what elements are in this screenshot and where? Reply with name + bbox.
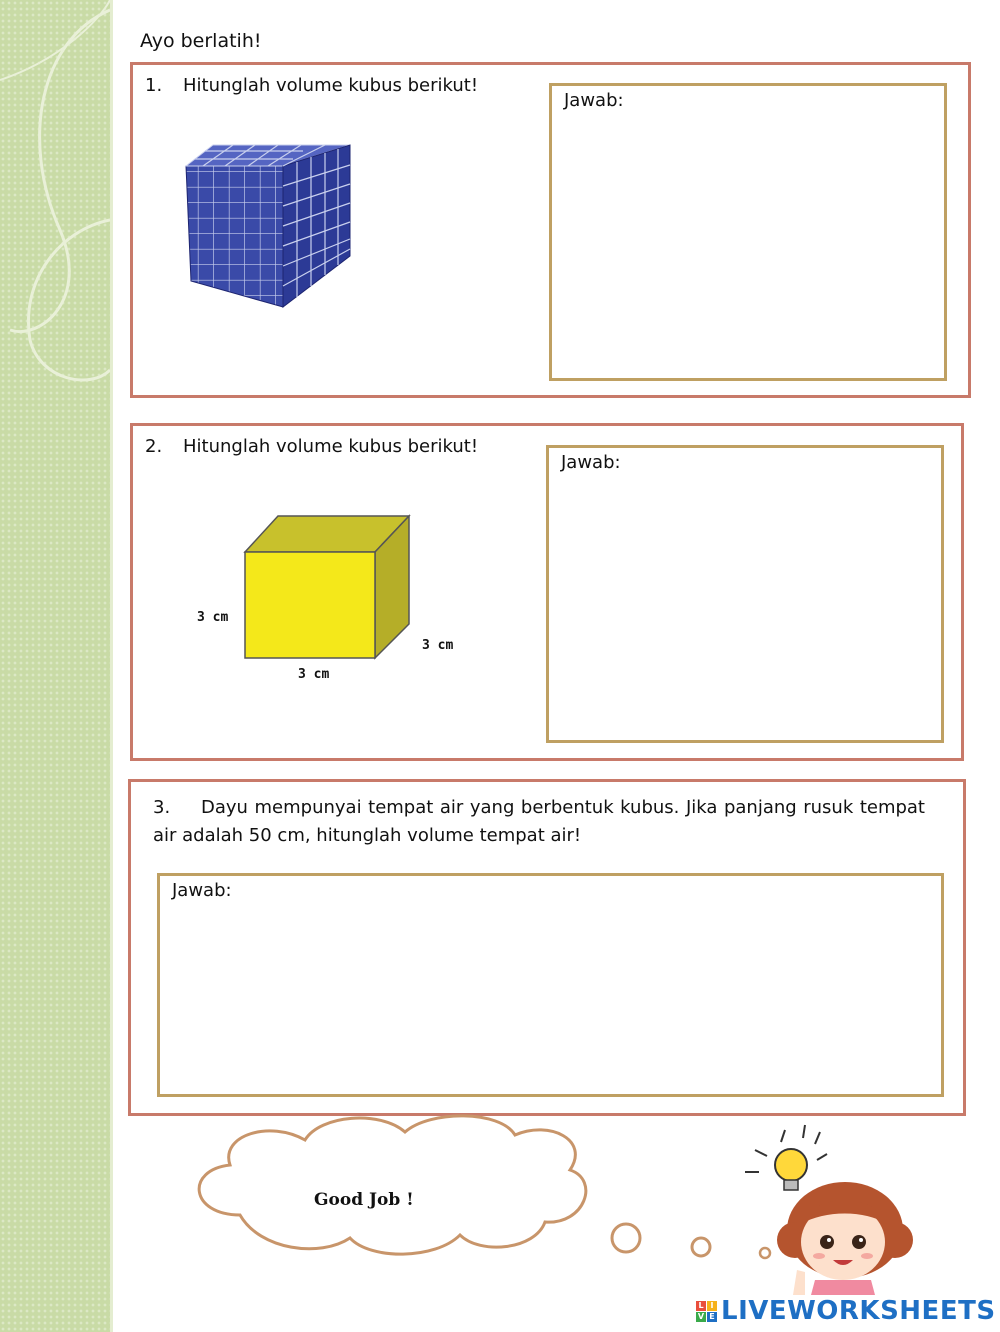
logo-badge-letter: E <box>707 1312 717 1322</box>
question-prompt: Hitunglah volume kubus berikut! <box>183 436 479 457</box>
question-2-panel <box>130 423 964 761</box>
answer-label: Jawab: <box>561 452 621 473</box>
question-prompt: Dayu mempunyai tempat air yang berbentuk kubus. Jika panjang rusuk tempat air adalah 50 cm, hitunglah volume tempat air! <box>153 797 925 846</box>
logo-badge-letter: I <box>707 1301 717 1311</box>
question-3-text <box>153 794 925 850</box>
dimension-bottom: 3 cm <box>298 667 330 682</box>
dimension-left: 3 cm <box>197 610 229 625</box>
decorative-swirl <box>0 0 110 1332</box>
question-number: 3. <box>153 797 171 818</box>
question-2-text <box>145 436 478 457</box>
question-1-text <box>145 75 478 96</box>
answer-box-3[interactable] <box>157 873 944 1097</box>
answer-box-2[interactable] <box>546 445 944 743</box>
page-heading: Ayo berlatih! <box>140 30 262 52</box>
logo-badge-letter: V <box>697 1311 705 1321</box>
logo-badge-letter: L <box>696 1301 706 1311</box>
logo-badge <box>696 1301 717 1322</box>
yellow-cube-illustration <box>241 512 411 660</box>
liveworksheets-logo <box>696 1296 996 1326</box>
blue-cube-illustration <box>183 141 358 311</box>
dimension-right: 3 cm <box>422 638 454 653</box>
decorative-sidebar <box>0 0 113 1332</box>
answer-label: Jawab: <box>172 880 232 901</box>
question-3-panel <box>128 779 966 1116</box>
logo-wordmark: LIVEWORKSHEETS <box>721 1296 996 1326</box>
question-prompt: Hitunglah volume kubus berikut! <box>183 75 479 96</box>
question-1-panel <box>130 62 971 398</box>
question-number: 2. <box>145 436 163 457</box>
girl-lightbulb-illustration <box>735 1120 915 1295</box>
thought-cloud <box>180 1110 780 1270</box>
answer-label: Jawab: <box>564 90 624 111</box>
lightbulb-icon <box>775 1149 807 1181</box>
cloud-message: Good Job ! <box>314 1190 414 1210</box>
question-number: 1. <box>145 75 163 96</box>
answer-box-1[interactable] <box>549 83 947 381</box>
